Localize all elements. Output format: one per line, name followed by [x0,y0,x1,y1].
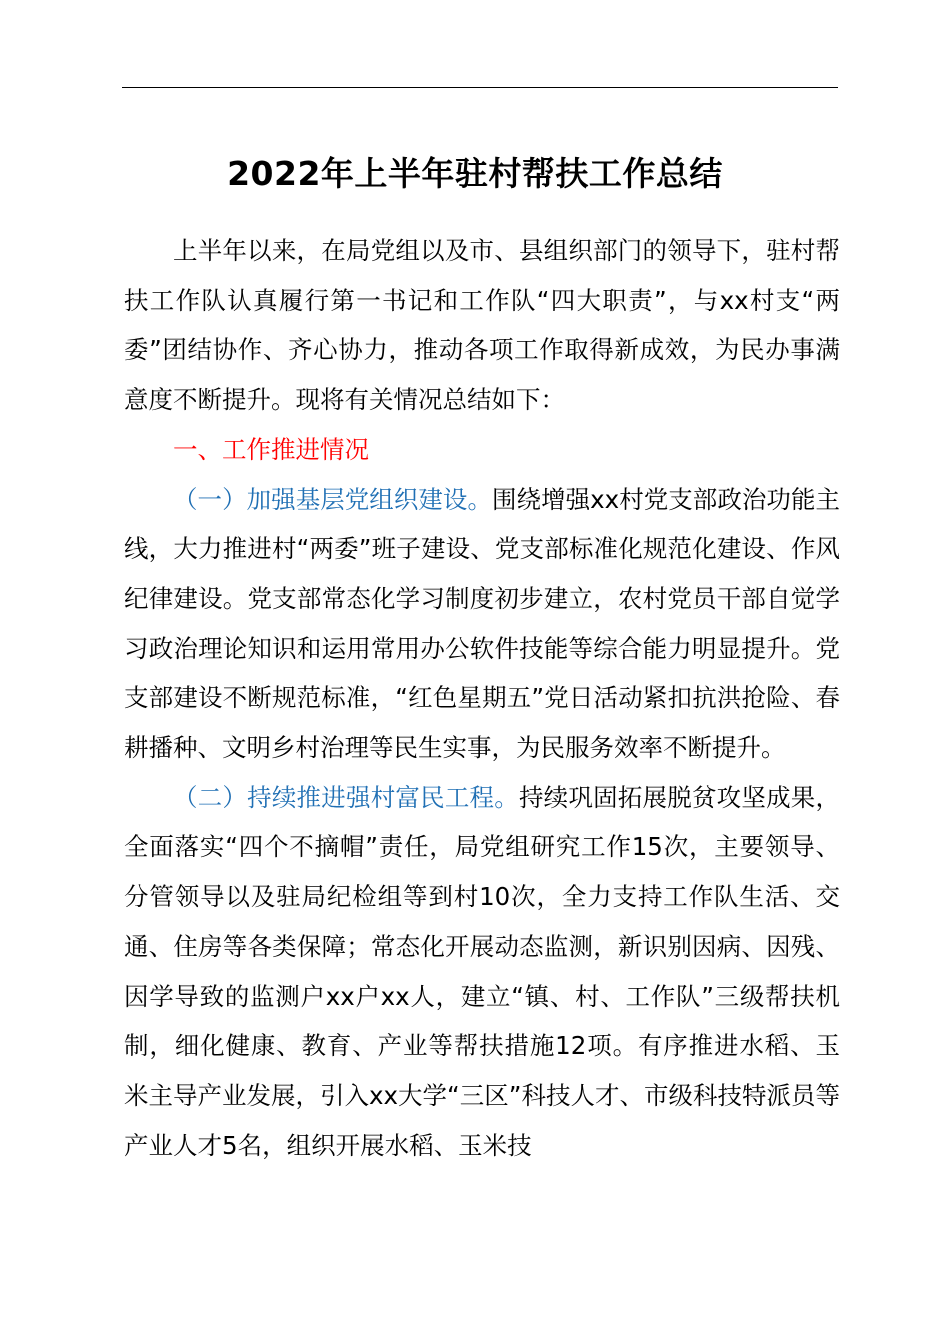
subsection-text-2: 持续巩固拓展脱贫攻坚成果，全面落实“四个不摘帽”责任，局党组研究工作15次，主要领导、分管领导以及驻局纪检组等到村10次，全力支持工作队生活、交通、住房等各类保障；常态化开展动态监测，新识别因病、因残、因学导致的监测户xx户xx人，建立“镇、村、工作队”三级帮扶机制，细化健康、教育、产业等帮扶措施12项。有序推进水稻、玉米主导产业发展，引入xx大学“三区”科技人才、市级科技特派员等产业人才5名，组织开展水稻、玉米技 [124,782,841,1160]
header-rule [122,87,838,88]
section-heading: 一、工作推进情况 [173,434,369,464]
subsection-heading-2: （二）持续推进强村富民工程。 [173,782,519,812]
document-body [124,226,840,1170]
subsection-text-1: 围绕增强xx村党支部政治功能主线，大力推进村“两委”班子建设、党支部标准化规范化建设、作风纪律建设。党支部常态化学习制度初步建立，农村党员干部自觉学习政治理论知识和运用常用办公软件技能等综合能力明显提升。党支部建设不断规范标准，“红色星期五”党日活动紧扣抗洪抢险、春耕播种、文明乡村治理等民生实事，为民服务效率不断提升。 [124,484,840,763]
subsection-paragraph-2 [124,773,840,1171]
page-title: 2022年上半年驻村帮扶工作总结 [227,154,723,193]
intro-paragraph: 上半年以来，在局党组以及市、县组织部门的领导下，驻村帮扶工作队认真履行第一书记和工作队“四大职责”，与xx村支“两委”团结协作、齐心协力，推动各项工作取得新成效，为民办事满意度不断提升。现将有关情况总结如下： [124,236,840,415]
subsection-paragraph-1 [124,475,840,773]
subsection-heading-1: （一）加强基层党组织建设。 [173,484,492,514]
